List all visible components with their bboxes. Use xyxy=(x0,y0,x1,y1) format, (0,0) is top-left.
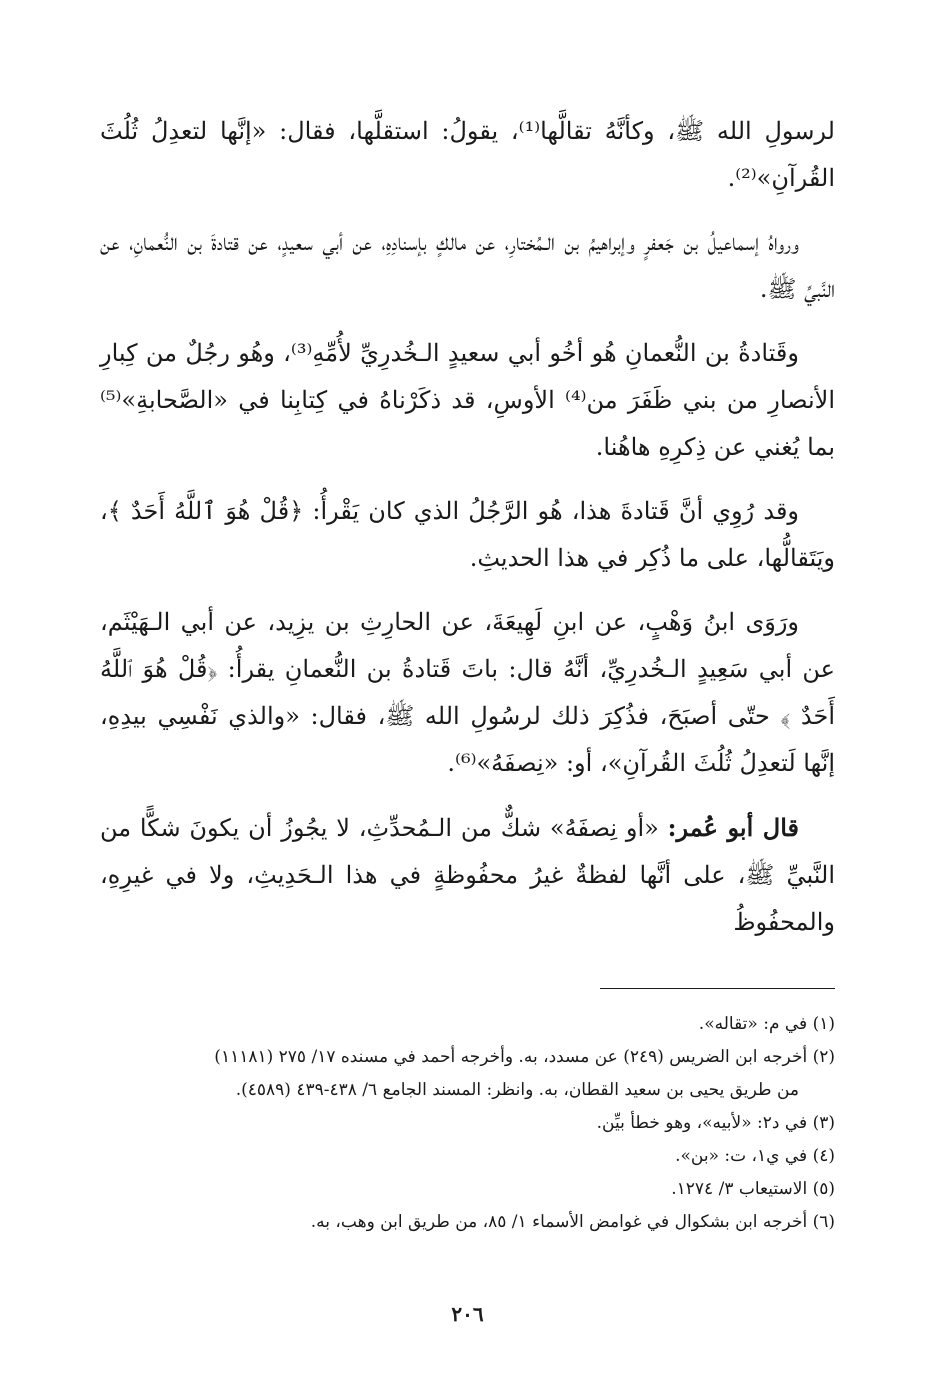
footnote-1-text: في م: «تقاله». xyxy=(698,1014,808,1034)
paragraph-1 xyxy=(100,108,835,202)
footnote-5-number: (٥) xyxy=(812,1179,835,1199)
footnote-6 xyxy=(100,1206,835,1239)
paragraph-2-text: ورواهُ إسماعيلُ بن جَعفرٍ وإبراهيمُ بن الـمُختارِ، عن مالكٍ بإسنادِهِ، عن أبي سعيدٍ، عن قتادةَ بن النُّعمانِ، عن النَّبيِّ ﷺ. xyxy=(100,228,835,303)
paragraph-1-text: لرسولِ الله ﷺ، وكأنَّهُ تقالَّها⁽¹⁾، يقولُ: استقلَّها، فقال: «إنَّها لتعدِلُ ثُلُثَ القُرآنِ»⁽²⁾. xyxy=(100,117,835,192)
paragraph-4-text: وقد رُوِي أنَّ قَتادةَ هذا، هُو الرَّجُلُ الذي كان يَقْرأُ: ﴿قُلْ هُوَ ٱللَّهُ أَحَدٌ ﴾، ويَتَقالُّها، على ما ذُكِر في هذا الحديثِ. xyxy=(100,497,835,572)
footnote-2 xyxy=(100,1041,835,1107)
footnote-6-number: (٦) xyxy=(812,1212,835,1232)
paragraph-4 xyxy=(100,488,835,582)
paragraph-6 xyxy=(100,804,835,946)
paragraph-5-text: ورَوَى ابنُ وَهْبٍ، عن ابنِ لَهِيعَةَ، عن الحارِثِ بن يزِيد، عن أبي الـهَيْثَم، عن أبي سَعِيدٍ الـخُدرِيِّ، أنَّهُ قال: باتَ قَتادةُ بن النُّعمانِ يقرأُ: ﴿قُلْ هُوَ ٱللَّهُ أَحَدٌ ﴾ حتّى أصبَحَ، فذُكِرَ ذلك لرسُولِ الله ﷺ، فقال: «والذي نَفْسِي بيدِهِ، إنَّها لَتعدِلُ ثُلُثَ القُرآنِ»، أو: «نِصفَهُ»⁽⁶⁾. xyxy=(100,608,835,777)
paragraph-6-text: «أو نِصفَهُ» شكٌّ من الـمُحدِّثِ، لا يجُوزُ أن يكونَ شكًّا من النَّبيِّ ﷺ، على أنَّها لفظةٌ غيرُ محفُوظةٍ في هذا الـحَدِيثِ، ولا في غيرِهِ، والمحفُوظُ xyxy=(100,814,835,936)
paragraph-3 xyxy=(100,330,835,471)
footnote-2-text: أخرجه ابن الضريس (٢٤٩) عن مسدد، به. وأخرجه أحمد في مسنده ١٧/ ٢٧٥ (١١١٨١) xyxy=(214,1047,808,1067)
footnote-3-number: (٣) xyxy=(812,1113,835,1133)
footnote-1-number: (١) xyxy=(812,1014,835,1034)
footnote-3 xyxy=(100,1107,835,1140)
paragraph-6-lead: قال أبو عُمر: xyxy=(667,813,799,842)
footnote-1 xyxy=(100,1008,835,1041)
main-text xyxy=(100,108,835,946)
footnote-5 xyxy=(100,1173,835,1206)
footnote-4-number: (٤) xyxy=(812,1146,835,1166)
footnote-4 xyxy=(100,1140,835,1173)
footnotes xyxy=(100,1008,835,1239)
footnote-separator xyxy=(600,988,835,989)
paragraph-2 xyxy=(100,219,835,313)
paragraph-3-text: وقَتادةُ بن النُّعمانِ هُو أخُو أبي سعيدٍ الـخُدرِيِّ لأُمِّهِ⁽³⁾، وهُو رجُلٌ من كِبارِ الأنصارِ من بني ظَفَرَ من⁽⁴⁾ الأوسِ، قد ذكَرْناهُ في كِتابِنا في «الصَّحابةِ»⁽⁵⁾ بما يُغني عن ذِكرِهِ هاهُنا. xyxy=(100,339,835,461)
footnote-5-text: الاستيعاب ٣/ ١٢٧٤. xyxy=(671,1179,808,1199)
footnote-6-text: أخرجه ابن بشكوال في غوامض الأسماء ١/ ٨٥، من طريق ابن وهب، به. xyxy=(310,1212,808,1232)
page-number: ٢٠٦ xyxy=(451,1302,484,1326)
footnote-3-text: في د٢: «لأبيه»، وهو خطأ بيِّن. xyxy=(596,1113,808,1133)
paragraph-5 xyxy=(100,599,835,787)
footnote-2-number: (٢) xyxy=(812,1047,835,1067)
footnote-2-continuation: من طريق يحيى بن سعيد القطان، به. وانظر: المسند الجامع ٦/ ٤٣٨-٤٣٩ (٤٥٨٩). xyxy=(235,1080,799,1100)
footnote-4-text: في ي١، ت: «بن». xyxy=(675,1146,808,1166)
